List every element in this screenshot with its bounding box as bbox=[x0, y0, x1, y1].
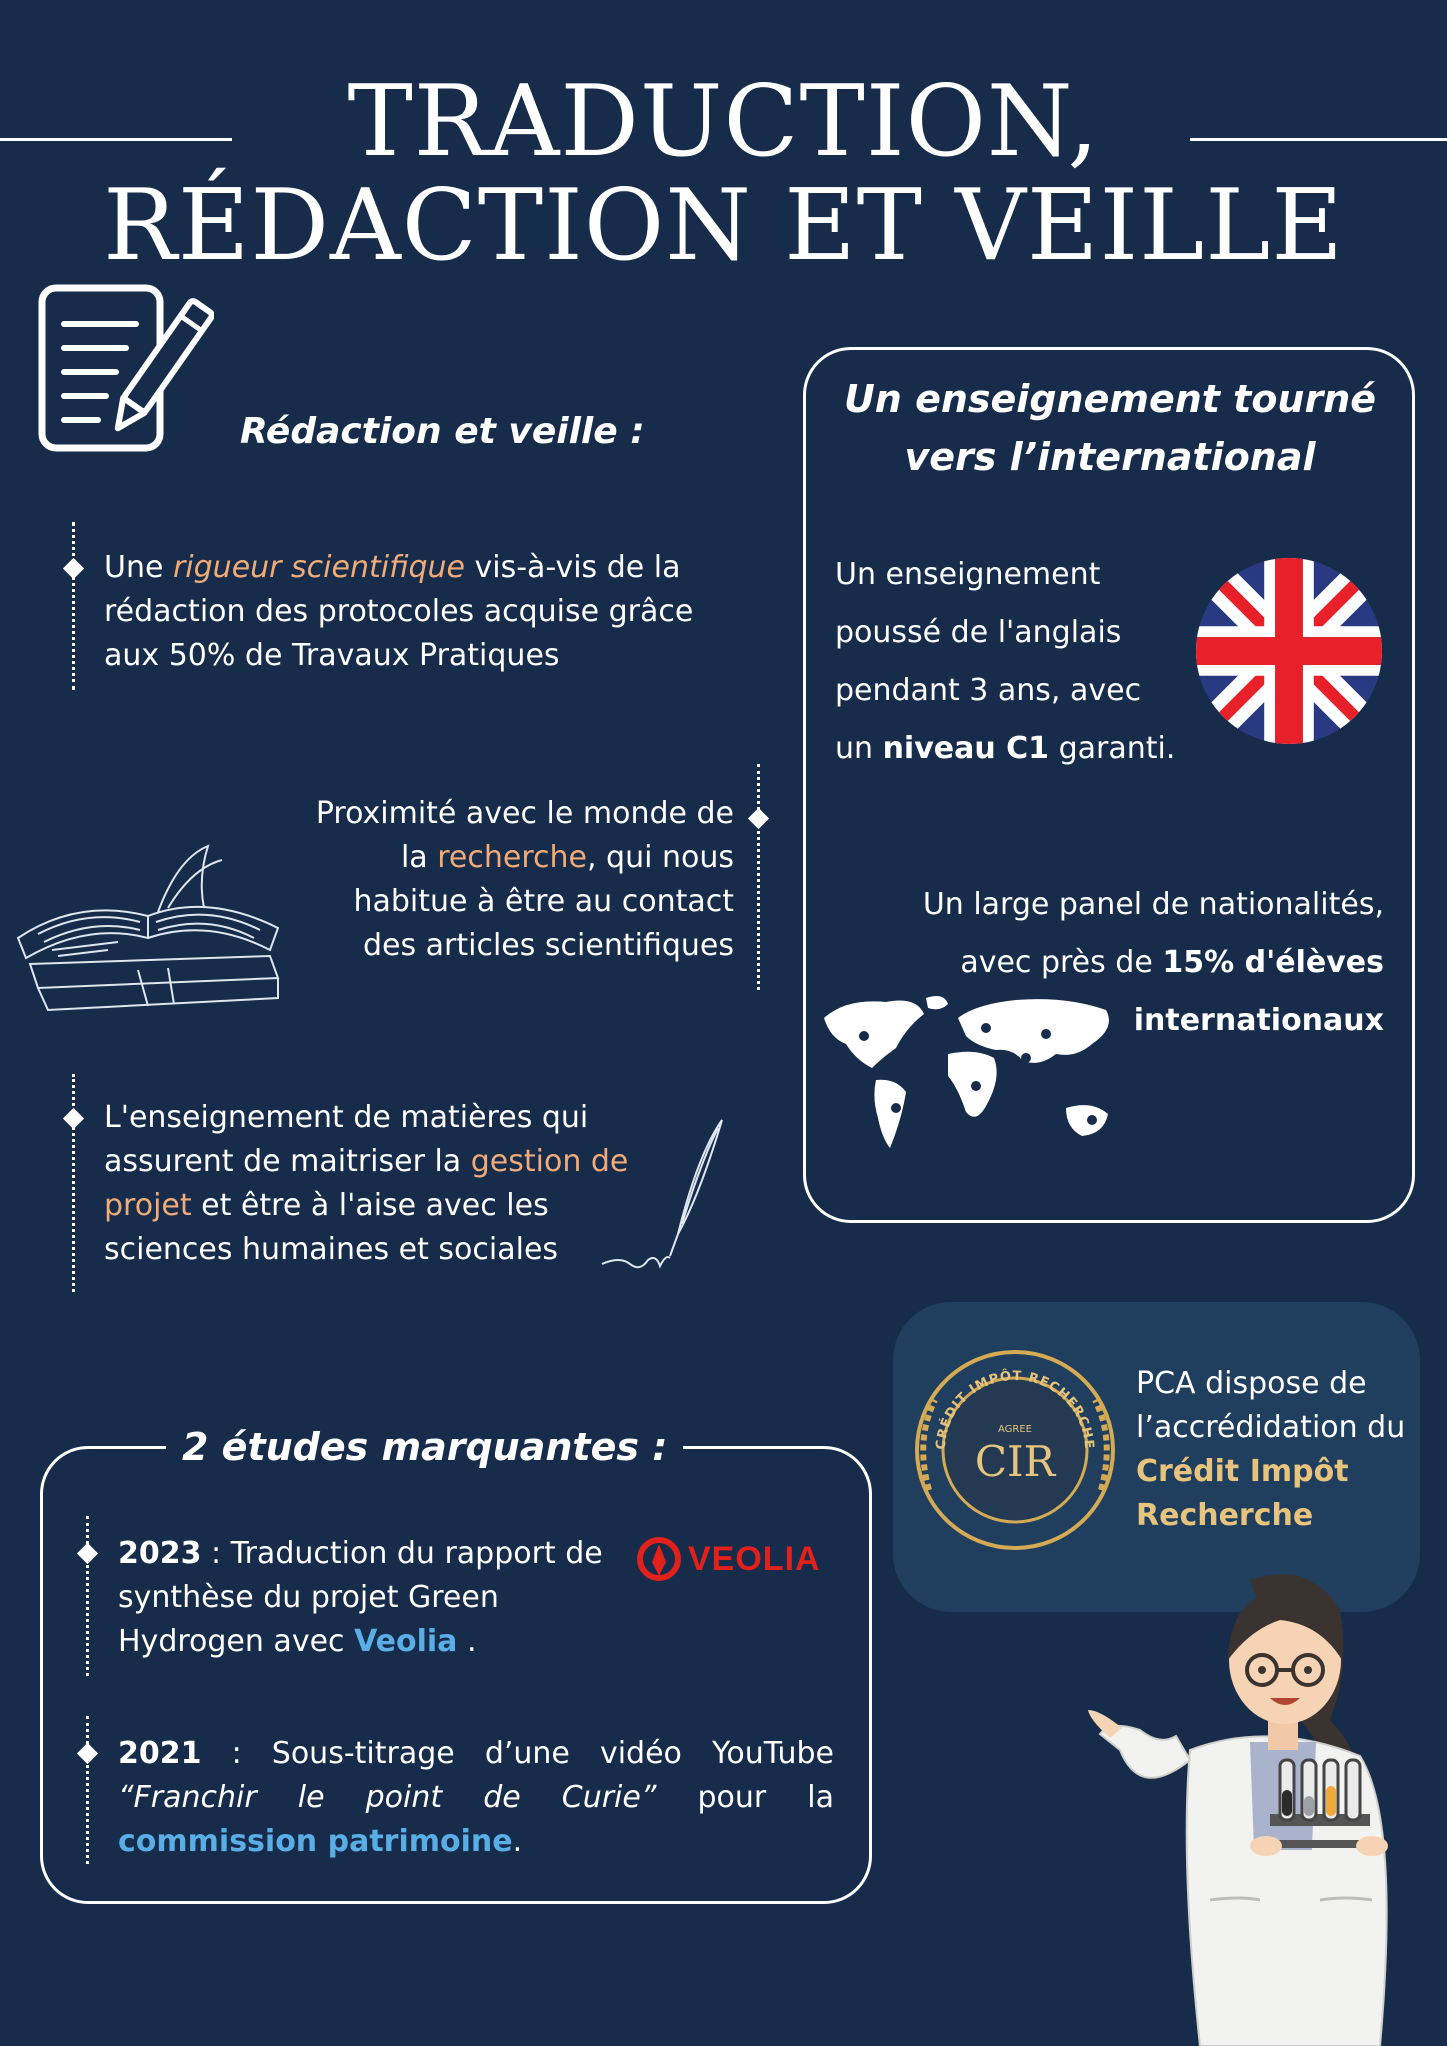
timeline-line-3 bbox=[72, 1074, 75, 1292]
cir-seal-logo bbox=[905, 1340, 1125, 1560]
veolia-wordmark: VEOLIA bbox=[688, 1539, 821, 1578]
title-line-2: RÉDACTION ET VEILLE bbox=[103, 169, 1344, 283]
world-map-illustration bbox=[816, 988, 1126, 1158]
veolia-logo bbox=[636, 1536, 821, 1582]
open-book-illustration bbox=[8, 838, 288, 1018]
redaction-item-2: Proximité avec le monde de la recherche, qui nous habitue à être au contact des articles scientifiques bbox=[315, 796, 734, 963]
timeline-diamond-2 bbox=[748, 808, 769, 829]
timeline-line-1 bbox=[72, 522, 75, 690]
title-line-1: TRADUCTION, bbox=[347, 65, 1100, 179]
uk-flag-icon bbox=[1196, 558, 1382, 744]
veolia-symbol-icon bbox=[636, 1536, 682, 1582]
scientist-illustration bbox=[1080, 1560, 1447, 2046]
document-pen-icon bbox=[36, 282, 214, 458]
cir-seal-arc-text: CRÉDIT IMPÔT RECHERCHE bbox=[933, 1368, 1097, 1451]
quill-pen-illustration bbox=[600, 1114, 740, 1274]
nationalities-text: Un large panel de nationalités, avec près de 15% d'élèves internationaux bbox=[922, 887, 1384, 1038]
etude-item-1: 2023 : Traduction du rapport de synthèse du projet Green Hydrogen avec Veolia . bbox=[118, 1536, 603, 1659]
etude-item-2: 2021 : Sous-titrage d’une vidéo YouTube “Franchir le point de Curie” pour la commission patrimoine. bbox=[118, 1736, 834, 1859]
timeline-line-2 bbox=[757, 764, 760, 990]
etudes-heading: 2 études marquantes : bbox=[166, 1422, 683, 1472]
cir-seal-center: CIR bbox=[974, 1437, 1056, 1486]
redaction-item-1: Une rigueur scientifique vis-à-vis de la rédaction des protocoles acquise grâce aux 50% de Travaux Pratiques bbox=[104, 550, 694, 673]
redaction-item-3: L'enseignement de matières qui assurent de maitriser la gestion de projet et être à l'aise avec les sciences humaines et sociales bbox=[104, 1100, 629, 1267]
english-text: Un enseignement poussé de l'anglais pendant 3 ans, avec un niveau C1 garanti. bbox=[835, 557, 1176, 766]
page-title bbox=[0, 65, 1447, 283]
redaction-heading: Rédaction et veille : bbox=[240, 411, 645, 452]
etudes-line-2 bbox=[86, 1716, 89, 1864]
timeline-diamond-1 bbox=[63, 558, 84, 579]
timeline-diamond-3 bbox=[63, 1108, 84, 1129]
cir-seal-small: AGREE bbox=[998, 1424, 1032, 1435]
cir-text: PCA dispose de l’accrédidation du Crédit Impôt Recherche bbox=[1136, 1366, 1406, 1533]
etudes-line-1 bbox=[86, 1516, 89, 1676]
international-heading: Un enseignement tourné vers l’international bbox=[843, 377, 1377, 479]
